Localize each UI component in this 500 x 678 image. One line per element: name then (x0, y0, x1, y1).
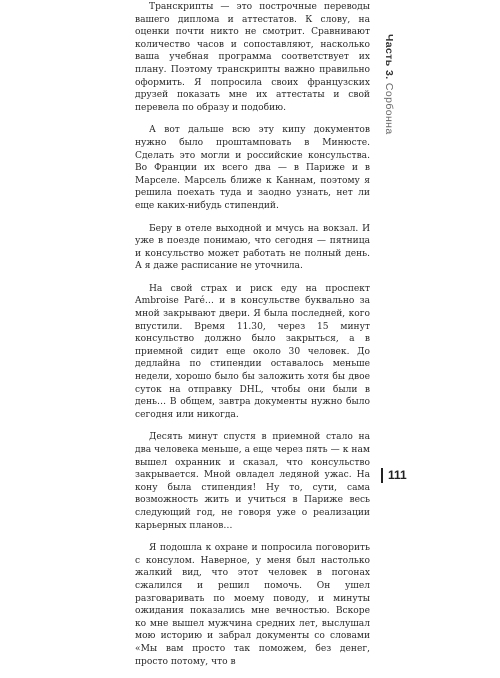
page-number: 111 (381, 468, 407, 483)
paragraph-transcripts: Транскрипты — это построчные переводы вашего диплома и аттестатов. К слову, на оценки почти никто не смотрит. Сравнивают количество часов и сопоставляют, насколько ваша учебная программа соответствует их плану. Поэтому транскрипты важно правильно оформить. Я попросила своих французских друзей показать мне их аттестаты и свой перевела по образу и подобию. (135, 2, 370, 113)
running-head (383, 34, 395, 135)
running-head-part-label: Часть 3. (383, 34, 395, 80)
body-text (135, 1, 370, 678)
paragraph-ministry-stamps: А вот дальше всю эту кипу документов нужно было проштамповать в Минюсте. Сделать это могли и российские консульства. Во Франции их всего два — в Париже и в Марселе. Марсель ближе к Каннам, поэтому я решила поехать туда и заодно узнать, нет ли еще каких-нибудь стипендий. (135, 125, 370, 211)
paragraph-asking-consul: Я подошла к охране и попросила поговорить с консулом. Наверное, у меня был настолько жалкий вид, что этот человек в погонах сжалился и решил помочь. Он ушел разговаривать по моему поводу, и минуты ожидания показались мне вечностью. Вскоре ко мне вышел мужчина средних лет, выслушал мою историю и забрал документы со словами «Мы вам просто так поможем, без денег, просто потому, что в (135, 543, 370, 667)
paragraph-consulate-arrival: На свой страх и риск еду на проспект Ambroise Paré… и в консульстве буквально за мной закрывают двери. Я была последней, кого впустили. Время 11.30, через 15 минут консульство должно было закрыться, а в приемной сидит еще около 30 человек. До дедлайна по стипендии оставалось меньше недели, хорошо было бы заложить хотя бы двое суток на отправку DHL, чтобы они были в день… В общем, завтра документы нужно было сегодня или никогда. (135, 283, 370, 420)
paragraph-consulate-closing: Десять минут спустя в приемной стало на два человека меньше, а еще через пять — к нам вышел охранник и сказал, что консульство закрывается. Мной овладел ледяной ужас. На кону была стипендия! Ну то, сути, сама возможность жить и учиться в Париже весь следующий год, не говоря уже о реализации карьерных планов… (135, 432, 370, 531)
paragraph-train-to-marseille: Беру в отеле выходной и мчусь на вокзал. И уже в поезде понимаю, что сегодня — пятница и консульство может работать не полный день. А я даже расписание не уточнила. (135, 223, 370, 272)
running-head-part-title: Сорбонна (383, 82, 395, 135)
